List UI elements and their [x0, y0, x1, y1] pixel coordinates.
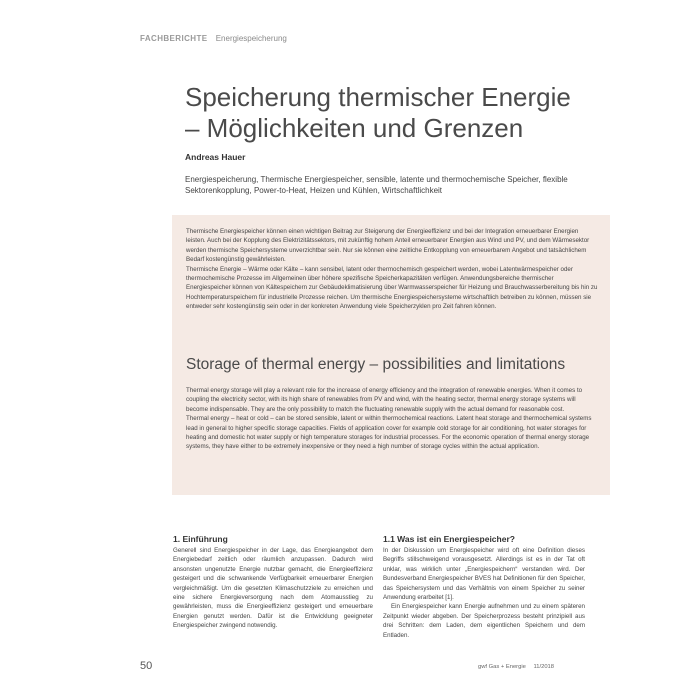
header-section: FACHBERICHTE — [140, 34, 208, 43]
page-number: 50 — [140, 660, 153, 672]
abstract-de-paragraph-2: Thermische Energie – Wärme oder Kälte – kann sensibel, latent oder thermochemisch gespeichert werden, wobei Latentwärmespeicher oder thermochemische Prozesse im Allgemeinen über höhere spezifische Speicherkapazitäten verfügen. Anwendungsbereiche thermischer Energiespeicher können von Kältespeichern zur Gebäudeklimatisierung über Warmwasserspeicher für Heizung und Brauchwasserbereitung bis hin zu Hochtemperaturspeichern für industrielle Prozesse reichen. Um thermische Energiespeichersysteme wirtschaftlich betreiben zu können, müssen sie entweder sehr kostengünstig sein oder in der konkreten Anwendung viele Speicherzyklen pro Zeit fahren können. — [186, 265, 598, 311]
english-title: Storage of thermal energy – possibilities and limitations — [186, 356, 566, 373]
section-heading-introduction: 1. Einführung — [173, 534, 228, 544]
journal-issue: 11/2018 — [533, 664, 555, 670]
journal-name: gwf Gas + Energie — [478, 664, 526, 670]
abstract-en-paragraph-2: Thermal energy – heat or cold – can be stored sensible, latent or within thermochemical reactions. Latent heat storage and thermochemical systems lead in general to higher specific storage capacities. Fields of application cover for example cold storage for air conditioning, hot water storages for heating and domestic hot water supply or high temperature storages for industrial processes. For the economic operation of thermal energy storage systems, they have either to be extremely inexpensive or they need a high number of storage cycles within the actual application. — [186, 415, 592, 451]
running-header — [140, 34, 287, 43]
author: Andreas Hauer — [185, 152, 246, 162]
abstract-en-paragraph-1: Thermal energy storage will play a relevant role for the increase of energy efficiency and the integration of renewable energies. When it comes to coupling the electricity sector, with its high share of renewables from PV and wind, with the heating sector, thermal energy storage systems will become indispensable. They are the only possibility to match the fluctuating renewable supply with the actual demand for reasonable cost. — [186, 387, 583, 413]
section-paragraph-2: Ein Energiespeicher kann Energie aufnehmen und zu einem späteren Zeitpunkt wieder abgeben. Der Speicherprozess besteht prinzipiell aus drei Schritten: dem Laden, dem eigentlichen Speichern und dem Entladen. — [383, 603, 585, 639]
section-paragraph-1: In der Diskussion um Energiespeicher wird oft eine Definition dieses Begriffs stillschweigend vorausgesetzt. Allerdings ist es in der Tat oft unklar, was wirklich unter „Energiespeichern“ verstanden wird. Der Bundesverband Energiespeicher BVES hat Definitionen für den Speicher, das Speichersystem und das Verhältnis von einem Speicher zu seiner Anwendung erarbeitet [1]. — [383, 547, 585, 602]
keywords: Energiespeicherung, Thermische Energiespeicher, sensible, latente und thermochemische Speicher, flexible Sektorenkopplung, Power-to-Heat, Heizen und Kühlen, Wirtschaftlichkeit — [185, 175, 568, 195]
abstract-english — [186, 386, 599, 452]
article-title — [185, 82, 655, 144]
column-right — [383, 534, 585, 640]
abstract-de-paragraph-1: Thermische Energiespeicher können einen wichtigen Beitrag zur Steigerung der Energieeffizienz und bei der Integration erneuerbarer Energien leisten. Auch bei der Kopplung des Elektrizitätssektors, mit zukünftig hohem Anteil erneuerbarer Energien aus Wind und PV, und dem Wärmesektor werden thermische Speichersysteme unverzichtbar sein. Nur sie können eine zeitliche Entkopplung von erneuerbarem Angebot und tatsächlichem Bedarf kostengünstig gewährleisten. — [186, 228, 590, 264]
section-text-introduction: Generell sind Energiespeicher in der Lage, das Energieangebot dem Energiebedarf zeitlich oder räumlich anzupassen. Dadurch wird ansonsten ungenutzte Energie nutzbar gemacht, die Energieeffizienz gesteigert und die schwankende Verfügbarkeit erneuerbarer Energien vergleichmäßigt. Um die gesetzten Klimaschutzziele zu erreichen und eine sichere Energieversorgung nach dem Atomausstieg zu gewährleisten, muss die Energieeffizienz gesteigert und erneuerbare Energien genutzt werden. Dafür ist die Entwicklung geeigneter Energiespeicher zwingend notwendig. — [173, 547, 373, 630]
journal-footer — [478, 664, 554, 670]
section-heading-energy-storage: 1.1 Was ist ein Energiespeicher? — [383, 534, 515, 544]
header-subsection: Energiespeicherung — [215, 34, 287, 43]
title-line-1: Speicherung thermischer Energie — [185, 82, 571, 112]
abstract-german — [186, 227, 599, 312]
title-line-2: – Möglichkeiten und Grenzen — [185, 113, 524, 143]
column-left — [173, 534, 373, 631]
